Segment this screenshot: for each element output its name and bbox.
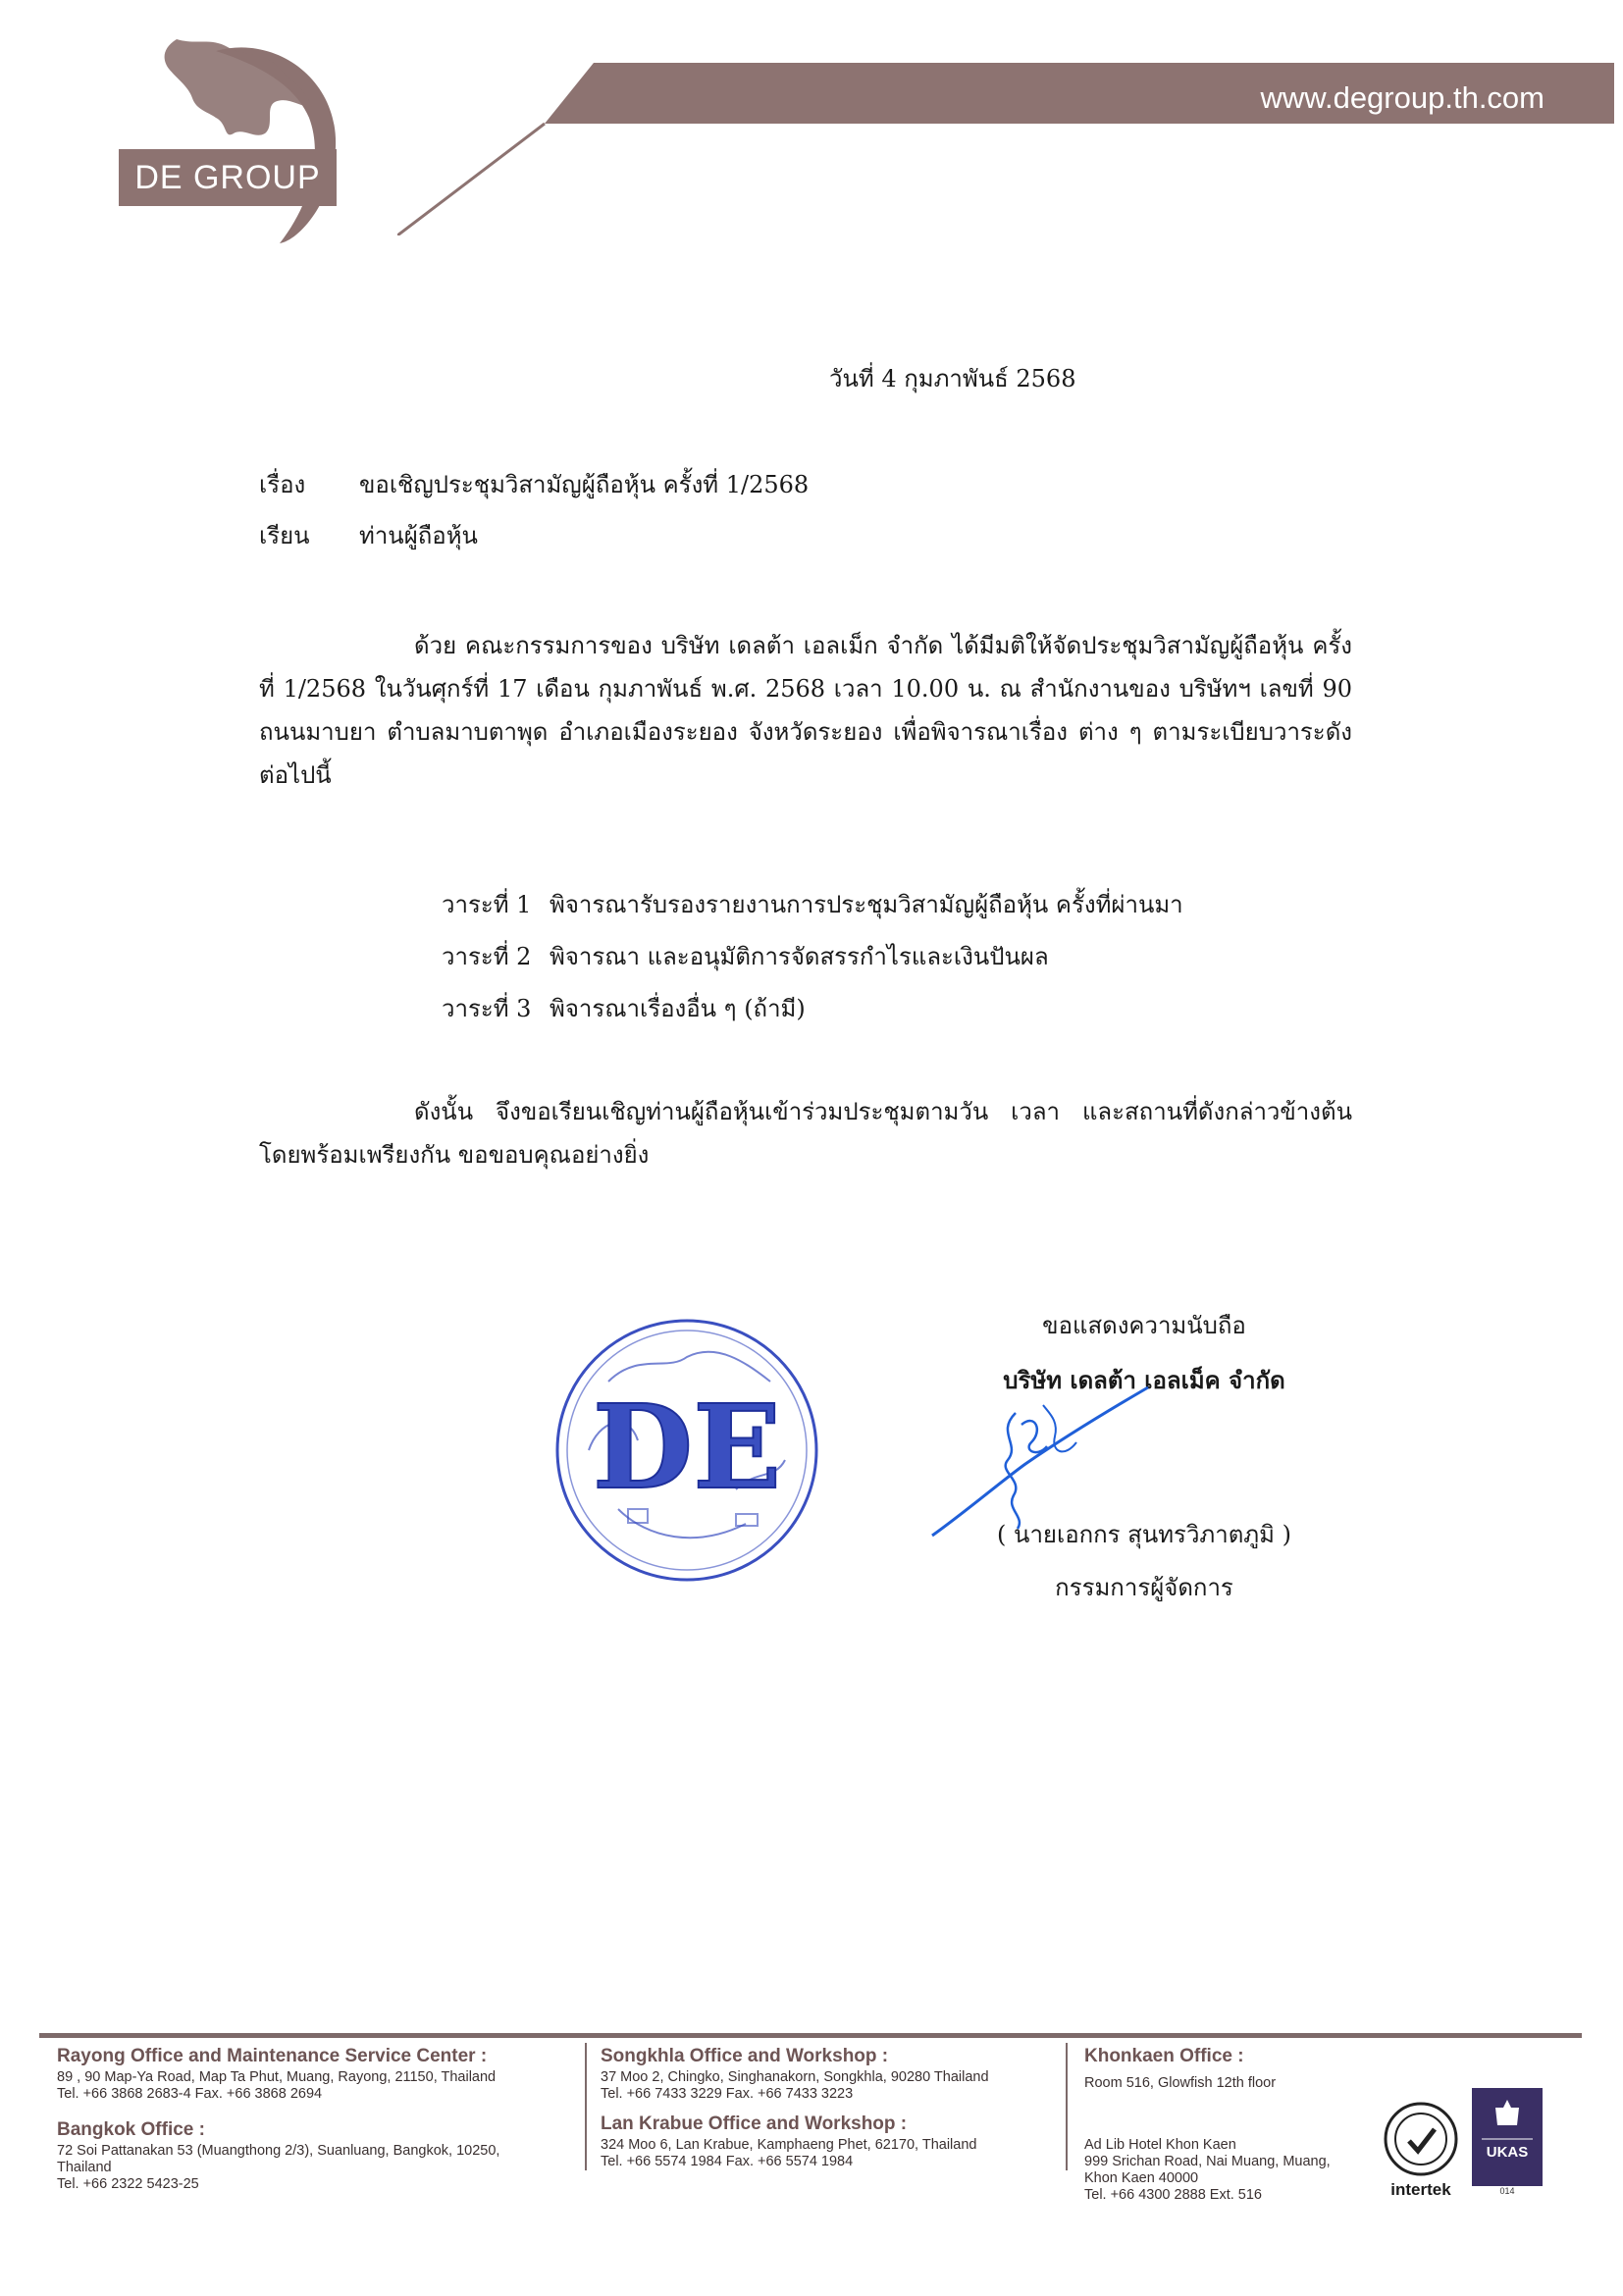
signer-name: ( นายเอกกร สุนทรวิภาตภูมิ ) xyxy=(997,1521,1291,1548)
rayong-office-title: Rayong Office and Maintenance Service Center : xyxy=(57,2046,488,2066)
agenda-text: พิจารณารับรองรายงานการประชุมวิสามัญผู้ถือหุ้น ครั้งที่ผ่านมา xyxy=(550,891,1183,918)
khonkaen-room: Room 516, Glowfish 12th floor xyxy=(1084,2075,1277,2091)
agenda-item xyxy=(442,935,1049,979)
agenda-number: วาระที่ 1 xyxy=(442,891,532,918)
songkhla-office-title: Songkhla Office and Workshop : xyxy=(601,2046,889,2066)
closing-salutation: ขอแสดงความนับถือ xyxy=(1042,1312,1246,1339)
songkhla-office-block xyxy=(601,2044,1062,2103)
recipient-row xyxy=(259,518,478,553)
intertek-label: intertek xyxy=(1390,2180,1451,2199)
svg-text:DE: DE xyxy=(592,1379,782,1515)
agenda-number: วาระที่ 3 xyxy=(442,995,532,1022)
bangkok-office-block xyxy=(57,2117,567,2193)
ukas-certification-icon xyxy=(1472,2088,1543,2186)
footer-column-divider xyxy=(585,2043,587,2170)
invitation-paragraph: ด้วย คณะกรรมการของ บริษัท เดลต้า เอลเม็ก จำกัด ได้มีมติให้จัดประชุมวิสามัญผู้ถือหุ้น ครั้งที่ 1/2568 ในวันศุกร์ที่ 17 เดือน กุมภาพันธ์ พ.ศ. 2568 เวลา 10.00 น. ณ สำนักงานของ บริษัทฯ เลขที่ 90 ถนนมาบยา ตำบลมาบตาพุด อำเภอเมืองระยอง จังหวัดระยอง เพื่อพิจารณาเรื่อง ต่าง ๆ ตามระเบียบวาระดังต่อไปนี้ xyxy=(259,632,1352,789)
company-seal-stamp xyxy=(550,1313,824,1588)
closing-paragraph: ดังนั้น จึงขอเรียนเชิญท่านผู้ถือหุ้นเข้าร่วมประชุมตามวัน เวลา และสถานที่ดังกล่าวข้างต้น โดยพร้อมเพรียงกัน ขอขอบคุณอย่างยิ่ง xyxy=(259,1098,1352,1169)
khonkaen-phone: Tel. +66 4300 2888 Ext. 516 xyxy=(1084,2187,1262,2203)
subject-row xyxy=(259,467,809,502)
khonkaen-road: 999 Srichan Road, Nai Muang, Muang, xyxy=(1084,2154,1331,2169)
bangkok-phone: Tel. +66 2322 5423-25 xyxy=(57,2176,199,2192)
footer-column-divider xyxy=(1066,2043,1068,2170)
recipient-text: ท่านผู้ถือหุ้น xyxy=(359,522,478,549)
letter-date: วันที่ 4 กุมภาพันธ์ 2568 xyxy=(829,365,1076,392)
subject-label: เรื่อง xyxy=(259,471,306,498)
agenda-item xyxy=(442,883,1183,927)
iso-certification-icon xyxy=(1382,2100,1460,2178)
agenda-text: พิจารณา และอนุมัติการจัดสรรกำไรและเงินปันผล xyxy=(550,943,1049,970)
agenda-text: พิจารณาเรื่องอื่น ๆ (ถ้ามี) xyxy=(550,995,806,1022)
khonkaen-office-block xyxy=(1084,2044,1379,2092)
khonkaen-office-title: Khonkaen Office : xyxy=(1084,2046,1244,2066)
recipient-label: เรียน xyxy=(259,522,310,549)
lankrabue-address: 324 Moo 6, Lan Krabue, Kamphaeng Phet, 62170, Thailand xyxy=(601,2137,977,2153)
rayong-phone: Tel. +66 3868 2683-4 Fax. +66 3868 2694 xyxy=(57,2086,323,2102)
agenda-item xyxy=(442,987,806,1031)
bangkok-address-country: Thailand xyxy=(57,2160,112,2175)
subject-text: ขอเชิญประชุมวิสามัญผู้ถือหุ้น ครั้งที่ 1/2568 xyxy=(359,471,810,498)
songkhla-address: 37 Moo 2, Chingko, Singhanakorn, Songkhla, 90280 Thailand xyxy=(601,2069,989,2085)
agenda-number: วาระที่ 2 xyxy=(442,943,532,970)
songkhla-phone: Tel. +66 7433 3229 Fax. +66 7433 3223 xyxy=(601,2086,854,2102)
company-logo-text: DE GROUP xyxy=(119,149,337,206)
khonkaen-address-block xyxy=(1084,2137,1379,2204)
company-name: บริษัท เดลต้า เอลเม็ค จำกัด xyxy=(1003,1366,1285,1394)
svg-text:UKAS: UKAS xyxy=(1486,2144,1529,2161)
bangkok-address: 72 Soi Pattanakan 53 (Muangthong 2/3), Suanluang, Bangkok, 10250, xyxy=(57,2143,500,2159)
ukas-number: 014 xyxy=(1499,2186,1515,2196)
khonkaen-city: Khon Kaen 40000 xyxy=(1084,2170,1199,2186)
company-globe-logo xyxy=(118,39,343,245)
rayong-address: 89 , 90 Map-Ya Road, Map Ta Phut, Muang, Rayong, 21150, Thailand xyxy=(57,2069,497,2085)
bangkok-office-title: Bangkok Office : xyxy=(57,2119,205,2140)
lankrabue-phone: Tel. +66 5574 1984 Fax. +66 5574 1984 xyxy=(601,2154,854,2169)
rayong-office-block xyxy=(57,2044,567,2103)
signer-position: กรรมการผู้จัดการ xyxy=(1055,1574,1233,1601)
footer-divider xyxy=(39,2033,1582,2038)
lankrabue-office-title: Lan Krabue Office and Workshop : xyxy=(601,2113,908,2134)
khonkaen-hotel: Ad Lib Hotel Khon Kaen xyxy=(1084,2137,1236,2153)
website-url: www.degroup.th.com xyxy=(1260,80,1544,115)
lankrabue-office-block xyxy=(601,2112,1062,2170)
